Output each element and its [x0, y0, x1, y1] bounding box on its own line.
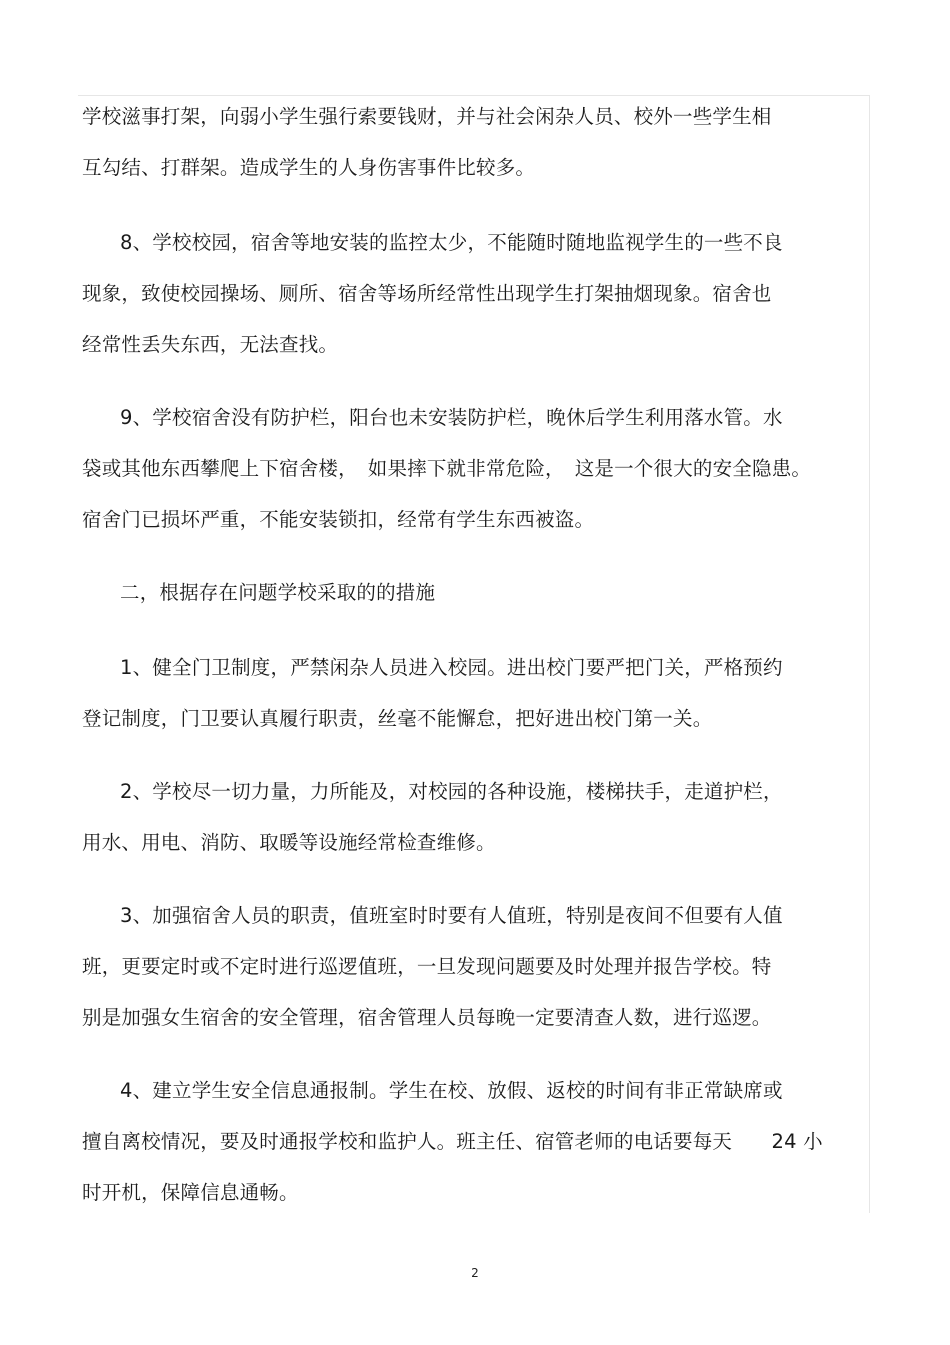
text-line: 1、健全门卫制度，严禁闲杂人员进入校园。进出校门要严把门关，严格预约 — [120, 656, 783, 679]
text-line: 登记制度，门卫要认真履行职责，丝毫不能懈怠，把好进出校门第一关。 — [82, 707, 713, 730]
text-line: 学校滋事打架，向弱小学生强行索要钱财，并与社会闲杂人员、校外一些学生相 — [82, 105, 772, 128]
text-line: 3、加强宿舍人员的职责，值班室时时要有人值班，特别是夜间不但要有人值 — [120, 904, 783, 927]
text-line: 用水、用电、消防、取暖等设施经常检查维修。 — [82, 831, 496, 854]
page-number: 2 — [471, 1266, 479, 1280]
text-line: 别是加强女生宿舍的安全管理，宿舍管理人员每晚一定要清查人数，进行巡逻。 — [82, 1006, 772, 1029]
text-line: 宿舍门已损坏严重，不能安装锁扣，经常有学生东西被盗。 — [82, 508, 595, 531]
section-heading: 二，根据存在问题学校采取的的措施 — [120, 581, 436, 604]
text-line: 班，更要定时或不定时进行巡逻值班，一旦发现问题要及时处理并报告学校。特 — [82, 955, 772, 978]
text-line: 9、学校宿舍没有防护栏，阳台也未安装防护栏，晚休后学生利用落水管。水 — [120, 406, 783, 429]
text-line: 互勾结、打群架。造成学生的人身伤害事件比较多。 — [82, 156, 536, 179]
text-line: 时开机，保障信息通畅。 — [82, 1181, 299, 1204]
text-line: 经常性丢失东西，无法查找。 — [82, 333, 339, 356]
page-frame — [78, 95, 870, 1213]
text-line: 现象，致使校园操场、厕所、宿舍等场所经常性出现学生打架抽烟现象。宿舍也 — [82, 282, 772, 305]
text-line: 8、学校校园，宿舍等地安装的监控太少，不能随时随地监视学生的一些不良 — [120, 231, 783, 254]
text-line: 擅自离校情况，要及时通报学校和监护人。班主任、宿管老师的电话要每天 24 小 — [82, 1130, 823, 1153]
text-line: 袋或其他东西攀爬上下宿舍楼， 如果摔下就非常危险， 这是一个很大的安全隐患。 — [82, 457, 812, 480]
text-line: 2、学校尽一切力量，力所能及，对校园的各种设施，楼梯扶手，走道护栏， — [120, 780, 783, 803]
text-line: 4、建立学生安全信息通报制。学生在校、放假、返校的时间有非正常缺席或 — [120, 1079, 783, 1102]
